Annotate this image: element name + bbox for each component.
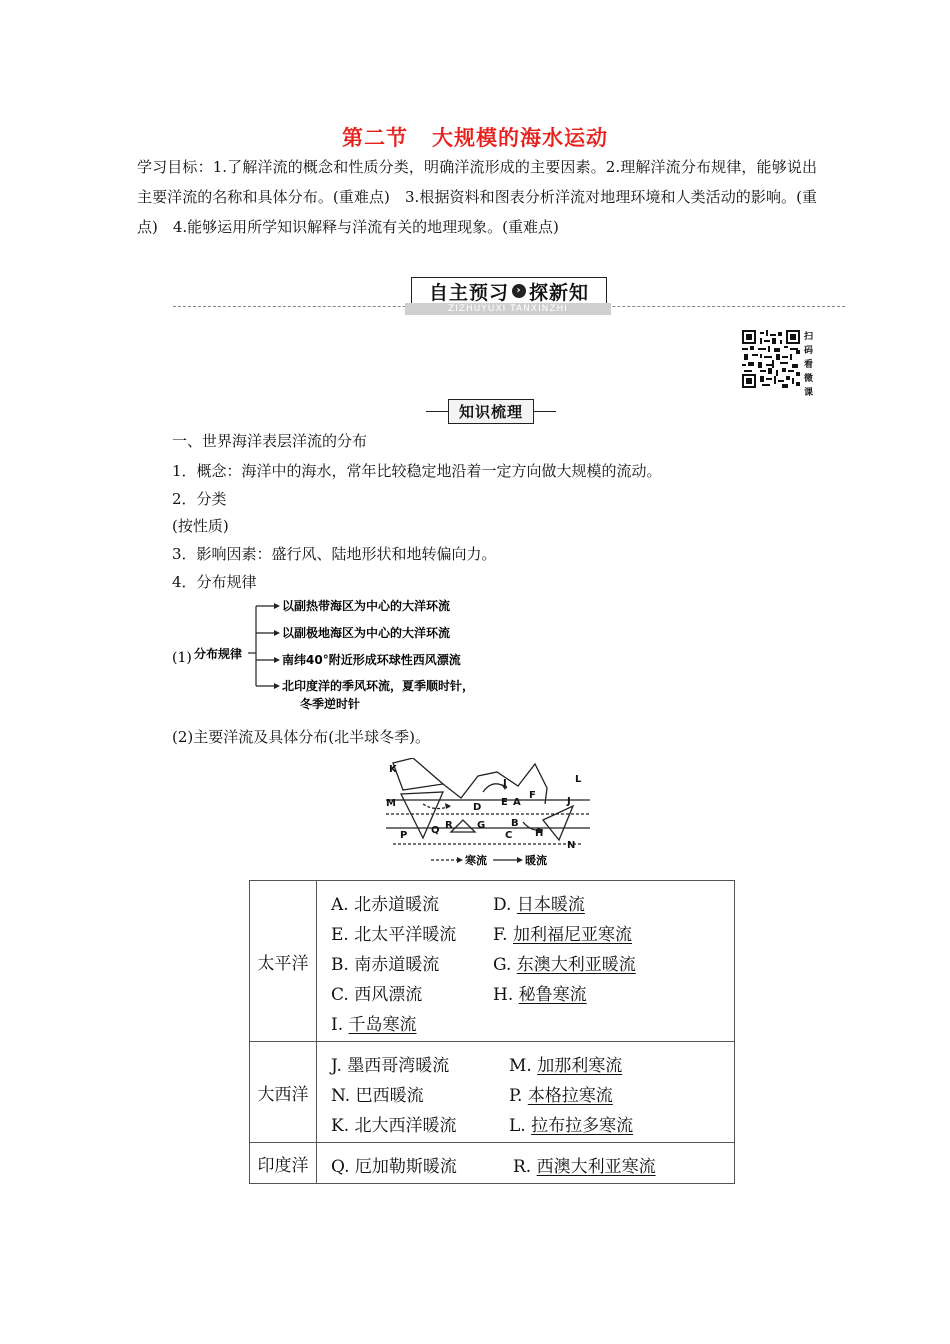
current-label-h: H [535,828,544,839]
landmass-africa [543,806,573,840]
tree-root: 分布规律 [194,647,243,661]
section-heading-rule [534,411,556,412]
list-item [331,1007,734,1037]
current-label-e: E [501,797,508,808]
current-entry-answer: 东澳大利亚暖流 [516,954,636,975]
current-entry-letter: L. [509,1115,532,1136]
current-label-b: B [511,818,519,829]
current-entry-answer: 加利福尼亚寒流 [512,924,632,945]
current-label-k: K [389,764,397,775]
current-label-r: R [445,820,453,831]
qr-caption-char: 码 [804,346,814,356]
banner-subtitle: ZIZHUYUXI TANXINZHI [405,303,611,315]
current-label-g: G [477,820,486,831]
current-entry-letter: F. [493,924,513,945]
current-label-i: I [503,778,507,789]
distribution-heading: 4．分布规律 [172,573,257,591]
landmass-australia [451,820,475,832]
qr-caption [804,330,816,400]
current-label-m: M [386,798,396,809]
current-entry-letter: R. [513,1156,537,1177]
tree-item: 冬季逆时针 [300,697,361,711]
table-row-pacific [250,881,735,1042]
section-heading-rule [426,411,448,412]
learning-objectives: 学习目标：1.了解洋流的概念和性质分类，明确洋流形成的主要因素。2.理解洋流分布规律，能够说出主要洋流的名称和具体分布。(重难点) 3.根据资料和图表分析洋流对地理环境和人类活动的影响。(重点) 4.能够运用所学知识解释与洋流有关的地理现象。(重难点) [137,158,817,236]
ocean-currents-table [249,880,735,1184]
current-label-d: D [473,802,482,813]
tree-item: 南纬40°附近形成环球性西风漂流 [282,653,461,667]
main-currents-caption: (2)主要洋流及具体分布(北半球冬季)。 [172,728,430,746]
current-entry-letter: P. [509,1085,528,1106]
current-entry-answer: 本格拉寒流 [527,1085,613,1106]
banner-right-text: 探新知 [529,281,590,304]
list-item [331,1078,734,1108]
distribution-tree-diagram [170,596,510,714]
current-entry-answer: 秘鲁寒流 [518,984,587,1005]
current-entry: C. 西风漂流 [331,984,423,1005]
current-entry: J. 墨西哥湾暖流 [331,1055,450,1076]
factors-text: 3．影响因素：盛行风、陆地形状和地转偏向力。 [172,545,497,563]
section-heading [426,398,556,424]
ocean-name-pacific: 太平洋 [250,881,317,1042]
page-title [0,122,950,152]
list-item [331,1149,734,1179]
current-label-l: L [575,774,582,785]
current-label-p: P [400,830,408,841]
tree-item: 以副极地海区为中心的大洋环流 [282,626,451,640]
current-entry-answer: 西澳大利亚寒流 [536,1156,656,1177]
current-entry-answer: 拉布拉多寒流 [531,1115,634,1136]
tree-prefix: (1) [172,650,192,666]
list-item [331,977,734,1007]
title-section-number: 第二节 [342,126,408,150]
current-entry-letter: D. [493,894,517,915]
list-item [331,1108,734,1138]
current-label-c: C [505,830,513,841]
classification-heading: 2．分类 [172,490,227,508]
current-entry-letter: I. [331,1014,349,1035]
ocean-name-atlantic: 大西洋 [250,1042,317,1143]
list-item [331,887,734,917]
table-row-indian [250,1143,735,1184]
atlantic-currents [317,1042,735,1143]
indian-currents [317,1143,735,1184]
current-label-a: A [513,797,521,808]
current-entry-letter: H. [493,984,519,1005]
tree-item: 以副热带海区为中心的大洋环流 [282,599,451,613]
current-entry: A. 北赤道暖流 [331,894,440,915]
concept-text: 1．概念：海洋中的海水，常年比较稳定地沿着一定方向做大规模的流动。 [172,462,662,480]
current-entry: B. 南赤道暖流 [331,954,440,975]
qr-code-icon[interactable] [742,330,800,388]
ocean-currents-map [383,758,593,870]
qr-caption-char: 课 [804,388,814,398]
classification-note: (按性质) [172,517,229,535]
landmass-north-america [393,758,443,790]
current-entry: E. 北太平洋暖流 [331,924,457,945]
ocean-name-indian: 印度洋 [250,1143,317,1184]
current-entry: K. 北大西洋暖流 [331,1115,457,1136]
legend-cold: 寒流 [465,854,487,867]
current-entry-answer: 加那利寒流 [537,1055,623,1076]
current-entry-letter: M. [509,1055,538,1076]
list-item [331,917,734,947]
current-entry-answer: 日本暖流 [516,894,585,915]
qr-caption-char: 微 [804,374,814,384]
tree-item: 北印度洋的季风环流，夏季顺时针， [282,679,475,693]
current-entry-letter: G. [493,954,517,975]
pacific-currents [317,881,735,1042]
title-text: 大规模的海水运动 [432,126,608,150]
current-label-q: Q [431,825,440,836]
section-heading-label: 知识梳理 [448,399,534,424]
list-item [331,947,734,977]
table-row-atlantic [250,1042,735,1143]
current-entry-answer: 千岛寒流 [348,1014,417,1035]
chevron-right-icon: › [512,284,526,298]
legend-warm: 暖流 [525,854,547,867]
current-label-f: F [529,790,536,801]
current-label-n: N [567,840,576,851]
qr-caption-char: 看 [804,360,814,370]
list-item [331,1048,734,1078]
map-legend [431,853,547,867]
current-entry: Q. 厄加勒斯暖流 [331,1156,457,1177]
banner-left-text: 自主预习 [428,281,509,304]
current-entry: N. 巴西暖流 [331,1085,424,1106]
heading-ocean-current-distribution: 一、世界海洋表层洋流的分布 [172,432,368,450]
qr-caption-char: 扫 [804,332,814,342]
current-label-j: J [567,796,571,807]
banner [411,277,607,305]
